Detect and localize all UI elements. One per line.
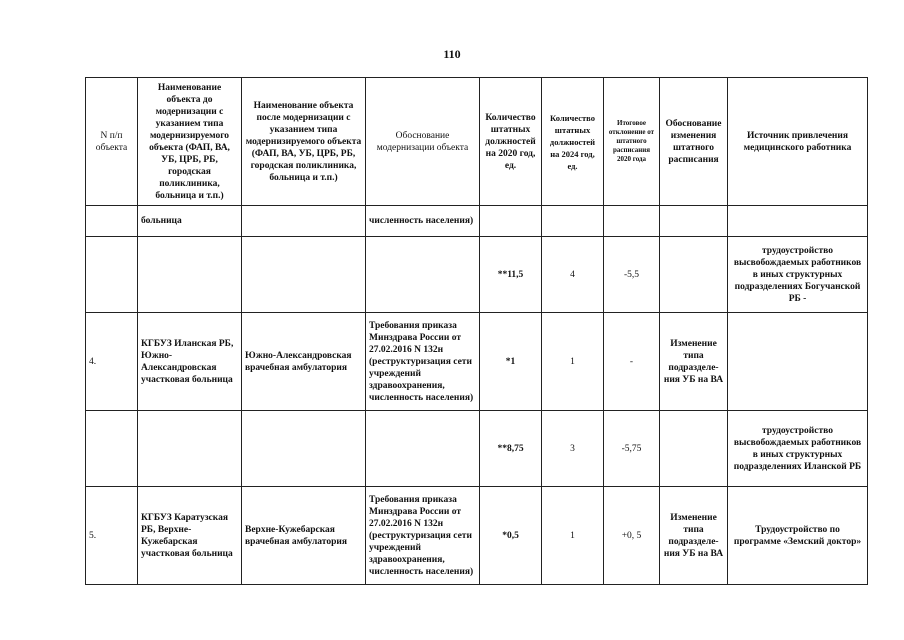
header-row bbox=[86, 78, 868, 206]
cell-source bbox=[728, 206, 868, 237]
cell-source: Трудоустройство по программе «Земский доктор» bbox=[728, 487, 868, 585]
cell-staff-2024: 3 bbox=[542, 411, 604, 487]
cell-deviation: -5,5 bbox=[604, 237, 660, 313]
cell-staff-2020: **8,75 bbox=[480, 411, 542, 487]
table-row bbox=[86, 237, 868, 313]
cell-staff-2020: **11,5 bbox=[480, 237, 542, 313]
header-before: Наименование объекта до модернизации с указанием типа модернизируемого объекта (ФАП, ВА, УБ, ЦРБ, РБ, городская поликлиника, больница и т.п.) bbox=[138, 78, 242, 206]
cell-source bbox=[728, 313, 868, 411]
cell-source: трудоустройство высвобождаемых работников в иных структурных подразделениях Иланской РБ bbox=[728, 411, 868, 487]
cell-staff-change bbox=[660, 411, 728, 487]
cell-before: КГБУЗ Иланская РБ, Южно-Александровская участковая больница bbox=[138, 313, 242, 411]
cell-after: Южно-Александровская врачебная амбулатория bbox=[242, 313, 366, 411]
page-number: 110 bbox=[443, 47, 461, 61]
cell-staff-2020 bbox=[480, 206, 542, 237]
header-justification: Обоснование модернизации объекта bbox=[366, 78, 480, 206]
cell-staff-2024: 1 bbox=[542, 313, 604, 411]
cell-justification: Требования приказа Минздрава России от 27.02.2016 N 132н (реструктуризация сети учреждений здравоохранения, численность населения) bbox=[366, 313, 480, 411]
cell-after bbox=[242, 206, 366, 237]
cell-staff-change bbox=[660, 206, 728, 237]
cell-num bbox=[86, 237, 138, 313]
cell-num: 4. bbox=[86, 313, 138, 411]
cell-justification bbox=[366, 237, 480, 313]
cell-after bbox=[242, 411, 366, 487]
cell-deviation bbox=[604, 206, 660, 237]
cell-staff-change: Изменение типа подразделе-ния УБ на ВА bbox=[660, 313, 728, 411]
cell-justification: численность населения) bbox=[366, 206, 480, 237]
cell-num bbox=[86, 206, 138, 237]
cell-source: трудоустройство высвобождаемых работников в иных структурных подразделениях Богучанской РБ - bbox=[728, 237, 868, 313]
cell-justification: Требования приказа Минздрава России от 27.02.2016 N 132н (реструктуризация сети учреждений здравоохранения, численность населения) bbox=[366, 487, 480, 585]
cell-staff-change: Изменение типа подразделе-ния УБ на ВА bbox=[660, 487, 728, 585]
table-row bbox=[86, 313, 868, 411]
table-row bbox=[86, 487, 868, 585]
cell-staff-change bbox=[660, 237, 728, 313]
header-num: N п/п объекта bbox=[86, 78, 138, 206]
table-row bbox=[86, 206, 868, 237]
cell-deviation: - bbox=[604, 313, 660, 411]
header-source: Источник привлечения медицинского работника bbox=[728, 78, 868, 206]
header-staff-change: Обоснование изменения штатного расписания bbox=[660, 78, 728, 206]
header-staff-2020: Количество штатных должностей на 2020 год, ед. bbox=[480, 78, 542, 206]
cell-num: 5. bbox=[86, 487, 138, 585]
cell-deviation: -5,75 bbox=[604, 411, 660, 487]
cell-deviation: +0, 5 bbox=[604, 487, 660, 585]
cell-after bbox=[242, 237, 366, 313]
cell-before bbox=[138, 237, 242, 313]
cell-before: больница bbox=[138, 206, 242, 237]
cell-after: Верхне-Кужебарская врачебная амбулатория bbox=[242, 487, 366, 585]
cell-staff-2024 bbox=[542, 206, 604, 237]
cell-staff-2024: 1 bbox=[542, 487, 604, 585]
cell-num bbox=[86, 411, 138, 487]
cell-before bbox=[138, 411, 242, 487]
cell-staff-2024: 4 bbox=[542, 237, 604, 313]
cell-staff-2020: *1 bbox=[480, 313, 542, 411]
cell-before: КГБУЗ Каратузская РБ, Верхне-Кужебарская участковая больница bbox=[138, 487, 242, 585]
cell-justification bbox=[366, 411, 480, 487]
header-after: Наименование объекта после модернизации с указанием типа модернизируемого объекта (ФАП, ВА, УБ, ЦРБ, РБ, городская поликлиника, больница и т.п.) bbox=[242, 78, 366, 206]
table-row bbox=[86, 411, 868, 487]
cell-staff-2020: *0,5 bbox=[480, 487, 542, 585]
header-deviation: Итоговое отклонение от штатного расписания 2020 года bbox=[604, 78, 660, 206]
header-staff-2024: Количество штатных должностей на 2024 год, ед. bbox=[542, 78, 604, 206]
modernization-table bbox=[85, 77, 868, 585]
